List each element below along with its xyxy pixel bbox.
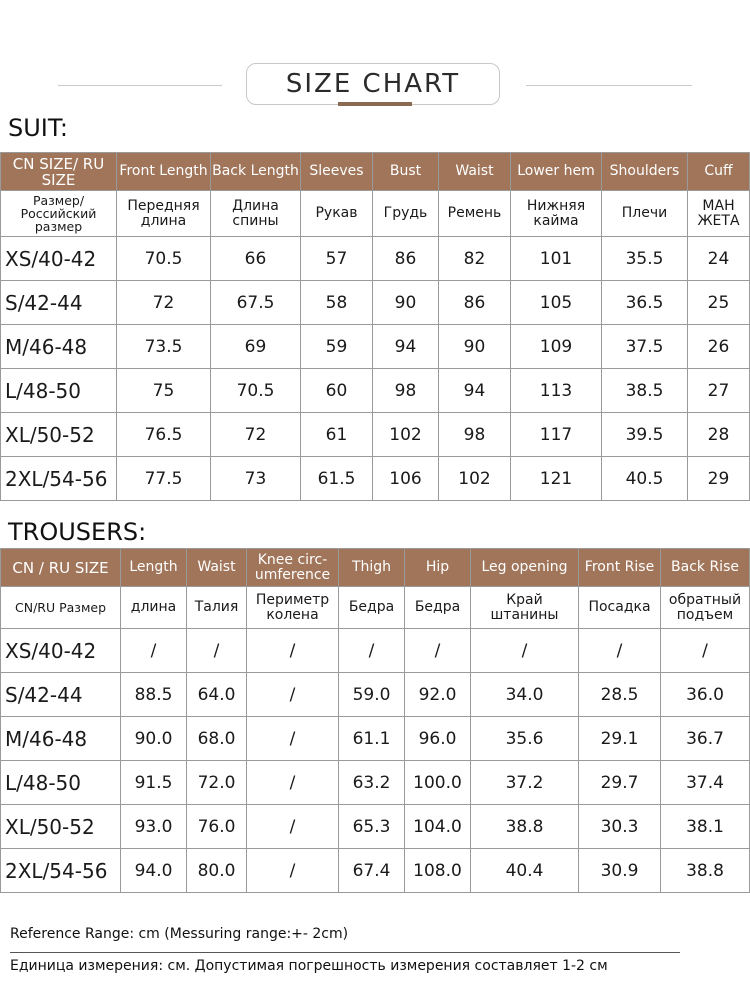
value-cell: / xyxy=(247,629,339,673)
value-cell: 77.5 xyxy=(117,457,211,501)
value-cell: 27 xyxy=(688,369,750,413)
suit-header-bust: Bust xyxy=(373,153,439,191)
size-cell: M/46-48 xyxy=(1,717,121,761)
trousers-header-front-rise: Front Rise xyxy=(579,549,661,587)
value-cell: 35.6 xyxy=(471,717,579,761)
value-cell: 72 xyxy=(117,281,211,325)
table-row xyxy=(1,849,750,893)
suit-ru-header-cuff: МАН ЖЕТА xyxy=(688,191,750,237)
size-cell: 2XL/54-56 xyxy=(1,457,117,501)
suit-header-cuff: Cuff xyxy=(688,153,750,191)
value-cell: 37.4 xyxy=(661,761,750,805)
size-cell: S/42-44 xyxy=(1,673,121,717)
value-cell: 26 xyxy=(688,325,750,369)
trousers-section-label: TROUSERS: xyxy=(8,518,147,546)
value-cell: 121 xyxy=(511,457,602,501)
value-cell: 57 xyxy=(301,237,373,281)
value-cell: 38.8 xyxy=(661,849,750,893)
value-cell: 30.3 xyxy=(579,805,661,849)
value-cell: 61.1 xyxy=(339,717,405,761)
value-cell: 64.0 xyxy=(187,673,247,717)
value-cell: 69 xyxy=(211,325,301,369)
value-cell: 61.5 xyxy=(301,457,373,501)
trousers-ru-header-front-rise: Посадка xyxy=(579,587,661,629)
value-cell: 73.5 xyxy=(117,325,211,369)
table-row xyxy=(1,629,750,673)
table-row xyxy=(1,413,750,457)
value-cell: / xyxy=(247,805,339,849)
suit-header-size: CN SIZE/ RU SIZE xyxy=(1,153,117,191)
trousers-header-length: Length xyxy=(121,549,187,587)
table-row xyxy=(1,369,750,413)
trousers-header-size: CN / RU SIZE xyxy=(1,549,121,587)
value-cell: 60 xyxy=(301,369,373,413)
value-cell: 30.9 xyxy=(579,849,661,893)
value-cell: 66 xyxy=(211,237,301,281)
value-cell: 109 xyxy=(511,325,602,369)
suit-ru-header-shoulders: Плечи xyxy=(602,191,688,237)
suit-section-label: SUIT: xyxy=(8,114,68,142)
value-cell: 29.7 xyxy=(579,761,661,805)
value-cell: 72.0 xyxy=(187,761,247,805)
reference-range-note: Reference Range: cm (Messuring range:+- 2cm) xyxy=(10,926,349,942)
value-cell: 92.0 xyxy=(405,673,471,717)
value-cell: 36.0 xyxy=(661,673,750,717)
value-cell: 35.5 xyxy=(602,237,688,281)
value-cell: 98 xyxy=(439,413,511,457)
value-cell: 94 xyxy=(439,369,511,413)
table-row xyxy=(1,281,750,325)
value-cell: 38.8 xyxy=(471,805,579,849)
value-cell: / xyxy=(247,761,339,805)
table-row xyxy=(1,717,750,761)
value-cell: 104.0 xyxy=(405,805,471,849)
value-cell: 90 xyxy=(373,281,439,325)
value-cell: 96.0 xyxy=(405,717,471,761)
value-cell: 61 xyxy=(301,413,373,457)
suit-ru-header-lower-hem: Нижняя кайма xyxy=(511,191,602,237)
suit-ru-header-size: Размер/ Российский размер xyxy=(1,191,117,237)
value-cell: 76.0 xyxy=(187,805,247,849)
value-cell: 37.5 xyxy=(602,325,688,369)
suit-header-front-length: Front Length xyxy=(117,153,211,191)
suit-header-row xyxy=(1,153,750,191)
value-cell: 91.5 xyxy=(121,761,187,805)
value-cell: / xyxy=(471,629,579,673)
value-cell: 94 xyxy=(373,325,439,369)
table-row xyxy=(1,237,750,281)
value-cell: 34.0 xyxy=(471,673,579,717)
value-cell: / xyxy=(661,629,750,673)
value-cell: 98 xyxy=(373,369,439,413)
page-title xyxy=(246,63,500,105)
title-left-rule xyxy=(58,85,222,86)
value-cell: 100.0 xyxy=(405,761,471,805)
value-cell: 29.1 xyxy=(579,717,661,761)
value-cell: 86 xyxy=(373,237,439,281)
value-cell: 108.0 xyxy=(405,849,471,893)
value-cell: 70.5 xyxy=(211,369,301,413)
value-cell: 25 xyxy=(688,281,750,325)
size-cell: XL/50-52 xyxy=(1,413,117,457)
value-cell: / xyxy=(121,629,187,673)
value-cell: 102 xyxy=(373,413,439,457)
value-cell: 102 xyxy=(439,457,511,501)
suit-ru-header-back-length: Длина спины xyxy=(211,191,301,237)
trousers-ru-header-thigh: Бедра xyxy=(339,587,405,629)
trousers-ru-header-waist: Талия xyxy=(187,587,247,629)
value-cell: / xyxy=(247,673,339,717)
value-cell: 68.0 xyxy=(187,717,247,761)
suit-ru-header-row xyxy=(1,191,750,237)
value-cell: 37.2 xyxy=(471,761,579,805)
value-cell: / xyxy=(405,629,471,673)
trousers-header-leg-opening: Leg opening xyxy=(471,549,579,587)
trousers-ru-header-size: CN/RU Размер xyxy=(1,587,121,629)
trousers-header-waist: Waist xyxy=(187,549,247,587)
value-cell: 117 xyxy=(511,413,602,457)
value-cell: 29 xyxy=(688,457,750,501)
size-cell: 2XL/54-56 xyxy=(1,849,121,893)
suit-header-back-length: Back Length xyxy=(211,153,301,191)
value-cell: 94.0 xyxy=(121,849,187,893)
trousers-header-knee: Knee circ- umference xyxy=(247,549,339,587)
size-cell: XS/40-42 xyxy=(1,237,117,281)
value-cell: 36.5 xyxy=(602,281,688,325)
value-cell: 80.0 xyxy=(187,849,247,893)
trousers-header-hip: Hip xyxy=(405,549,471,587)
value-cell: 67.4 xyxy=(339,849,405,893)
value-cell: 105 xyxy=(511,281,602,325)
suit-ru-header-front-length: Передняя длина xyxy=(117,191,211,237)
trousers-size-table xyxy=(0,548,750,893)
trousers-ru-header-length: длина xyxy=(121,587,187,629)
table-row xyxy=(1,457,750,501)
size-cell: S/42-44 xyxy=(1,281,117,325)
value-cell: 59.0 xyxy=(339,673,405,717)
value-cell: / xyxy=(247,717,339,761)
size-cell: M/46-48 xyxy=(1,325,117,369)
value-cell: 82 xyxy=(439,237,511,281)
suit-ru-header-bust: Грудь xyxy=(373,191,439,237)
value-cell: 106 xyxy=(373,457,439,501)
table-row xyxy=(1,805,750,849)
page-title-text: SIZE CHART xyxy=(285,69,461,99)
value-cell: 67.5 xyxy=(211,281,301,325)
value-cell: 58 xyxy=(301,281,373,325)
suit-header-waist: Waist xyxy=(439,153,511,191)
trousers-header-thigh: Thigh xyxy=(339,549,405,587)
value-cell: 76.5 xyxy=(117,413,211,457)
value-cell: 88.5 xyxy=(121,673,187,717)
value-cell: 70.5 xyxy=(117,237,211,281)
value-cell: 93.0 xyxy=(121,805,187,849)
trousers-ru-header-back-rise: обратный подъем xyxy=(661,587,750,629)
size-cell: XS/40-42 xyxy=(1,629,121,673)
value-cell: 38.5 xyxy=(602,369,688,413)
title-right-rule xyxy=(526,85,692,86)
trousers-ru-header-leg-opening: Край штанины xyxy=(471,587,579,629)
value-cell: / xyxy=(339,629,405,673)
suit-size-table xyxy=(0,152,750,501)
value-cell: 36.7 xyxy=(661,717,750,761)
value-cell: 24 xyxy=(688,237,750,281)
trousers-header-row xyxy=(1,549,750,587)
value-cell: 28.5 xyxy=(579,673,661,717)
size-cell: L/48-50 xyxy=(1,761,121,805)
size-cell: L/48-50 xyxy=(1,369,117,413)
value-cell: 39.5 xyxy=(602,413,688,457)
size-cell: XL/50-52 xyxy=(1,805,121,849)
suit-ru-header-sleeves: Рукав xyxy=(301,191,373,237)
value-cell: / xyxy=(187,629,247,673)
value-cell: 86 xyxy=(439,281,511,325)
value-cell: / xyxy=(247,849,339,893)
value-cell: 63.2 xyxy=(339,761,405,805)
table-row xyxy=(1,673,750,717)
footnote-divider xyxy=(10,952,680,953)
value-cell: 40.5 xyxy=(602,457,688,501)
value-cell: 40.4 xyxy=(471,849,579,893)
trousers-ru-header-hip: Бедра xyxy=(405,587,471,629)
table-row xyxy=(1,325,750,369)
value-cell: 113 xyxy=(511,369,602,413)
value-cell: 75 xyxy=(117,369,211,413)
value-cell: 28 xyxy=(688,413,750,457)
value-cell: 90.0 xyxy=(121,717,187,761)
value-cell: 72 xyxy=(211,413,301,457)
title-accent-bar xyxy=(338,102,412,106)
suit-header-sleeves: Sleeves xyxy=(301,153,373,191)
trousers-ru-header-knee: Периметр колена xyxy=(247,587,339,629)
trousers-ru-header-row xyxy=(1,587,750,629)
value-cell: 90 xyxy=(439,325,511,369)
value-cell: 59 xyxy=(301,325,373,369)
suit-header-lower-hem: Lower hem xyxy=(511,153,602,191)
suit-header-shoulders: Shoulders xyxy=(602,153,688,191)
suit-ru-header-waist: Ремень xyxy=(439,191,511,237)
value-cell: 101 xyxy=(511,237,602,281)
measurement-unit-note-ru: Единица измерения: см. Допустимая погрешность измерения составляет 1-2 см xyxy=(10,958,608,974)
value-cell: 65.3 xyxy=(339,805,405,849)
table-row xyxy=(1,761,750,805)
trousers-header-back-rise: Back Rise xyxy=(661,549,750,587)
value-cell: 38.1 xyxy=(661,805,750,849)
value-cell: 73 xyxy=(211,457,301,501)
value-cell: / xyxy=(579,629,661,673)
